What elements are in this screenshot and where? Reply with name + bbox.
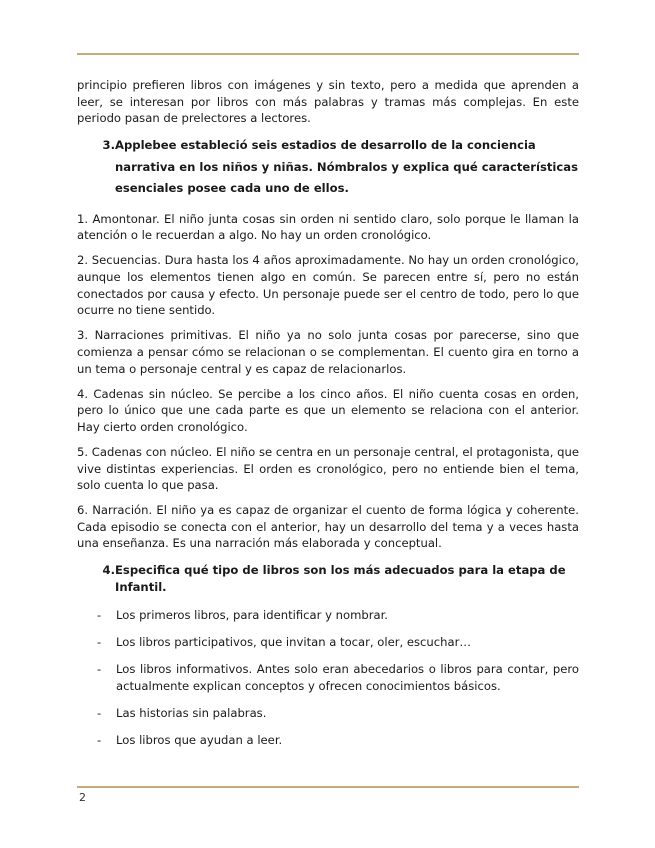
page-number: 2 <box>79 791 86 804</box>
question-3 <box>77 135 579 200</box>
list-item-text: Las historias sin palabras. <box>116 706 267 721</box>
stage-paragraph: 2. Secuencias. Dura hasta los 4 años aproximadamente. No hay un orden cronológico, aunque los elementos tienen algo en común. Se parecen entre sí, pero no están conectados por causa y efecto. Un personaje puede ser el centro de todo, pero lo que ocurre no tiene sentido. <box>77 253 579 318</box>
list-item <box>77 732 579 749</box>
books-list <box>77 607 579 749</box>
bullet-dash: - <box>97 662 102 677</box>
question-4-number: 4. <box>102 562 115 577</box>
question-4-text: Especifica qué tipo de libros son los más adecuados para la etapa de Infantil. <box>115 562 566 594</box>
question-3-number: 3. <box>102 138 115 153</box>
question-4 <box>77 562 579 595</box>
header-rule <box>77 53 579 55</box>
bullet-dash: - <box>97 635 102 650</box>
list-item-text: Los libros participativos, que invitan a tocar, oler, escuchar… <box>116 635 471 650</box>
bullet-dash: - <box>97 608 102 623</box>
list-item-text: Los libros que ayudan a leer. <box>116 733 283 748</box>
stage-paragraph: 6. Narración. El niño ya es capaz de organizar el cuento de forma lógica y coherente. Cada episodio se conecta con el anterior, hay un desarrollo del tema y a veces hasta una enseñanza. Es una narración más elaborada y conceptual. <box>77 503 579 551</box>
stage-paragraph: 5. Cadenas con núcleo. El niño se centra en un personaje central, el protagonista, que vive distintas experiencias. El orden es cronológico, pero no entiende bien el tema, solo cuenta lo que pasa. <box>77 444 579 493</box>
stage-paragraph: 1. Amontonar. El niño junta cosas sin orden ni sentido claro, solo porque le llaman la atención o le recuerdan a algo. No hay un orden cronológico. <box>77 211 579 243</box>
bullet-dash: - <box>97 706 102 721</box>
list-item-text: Los primeros libros, para identificar y nombrar. <box>116 608 388 623</box>
list-item <box>77 607 579 624</box>
page-content <box>77 77 579 759</box>
list-item-text: Los libros informativos. Antes solo eran abecedarios o libros para contar, pero actualmente explican conceptos y ofrecen conocimientos básicos. <box>116 662 579 693</box>
list-item <box>77 661 579 694</box>
list-item <box>77 705 579 722</box>
intro-paragraph: principio prefieren libros con imágenes y sin texto, pero a medida que aprenden a leer, se interesan por libros con más palabras y tramas más complejas. En este periodo pasan de prelectores a lectores. <box>77 78 579 126</box>
footer-rule <box>77 786 579 788</box>
question-3-text: Applebee estableció seis estadios de desarrollo de la conciencia narrativa en los niños y niñas. Nómbralos y explica qué características esenciales posee cada uno de ellos. <box>115 138 578 196</box>
bullet-dash: - <box>97 733 102 748</box>
stage-paragraph: 4. Cadenas sin núcleo. Se percibe a los cinco años. El niño cuenta cosas en orden, pero lo único que une cada parte es que un elemento se relaciona con el anterior. Hay cierto orden cronológico. <box>77 386 579 434</box>
list-item <box>77 634 579 651</box>
stage-paragraph: 3. Narraciones primitivas. El niño ya no solo junta cosas por parecerse, sino que comienza a pensar cómo se relacionan o se complementan. El cuento gira en torno a un tema o personaje central y es capaz de relacionarlos. <box>77 328 579 376</box>
